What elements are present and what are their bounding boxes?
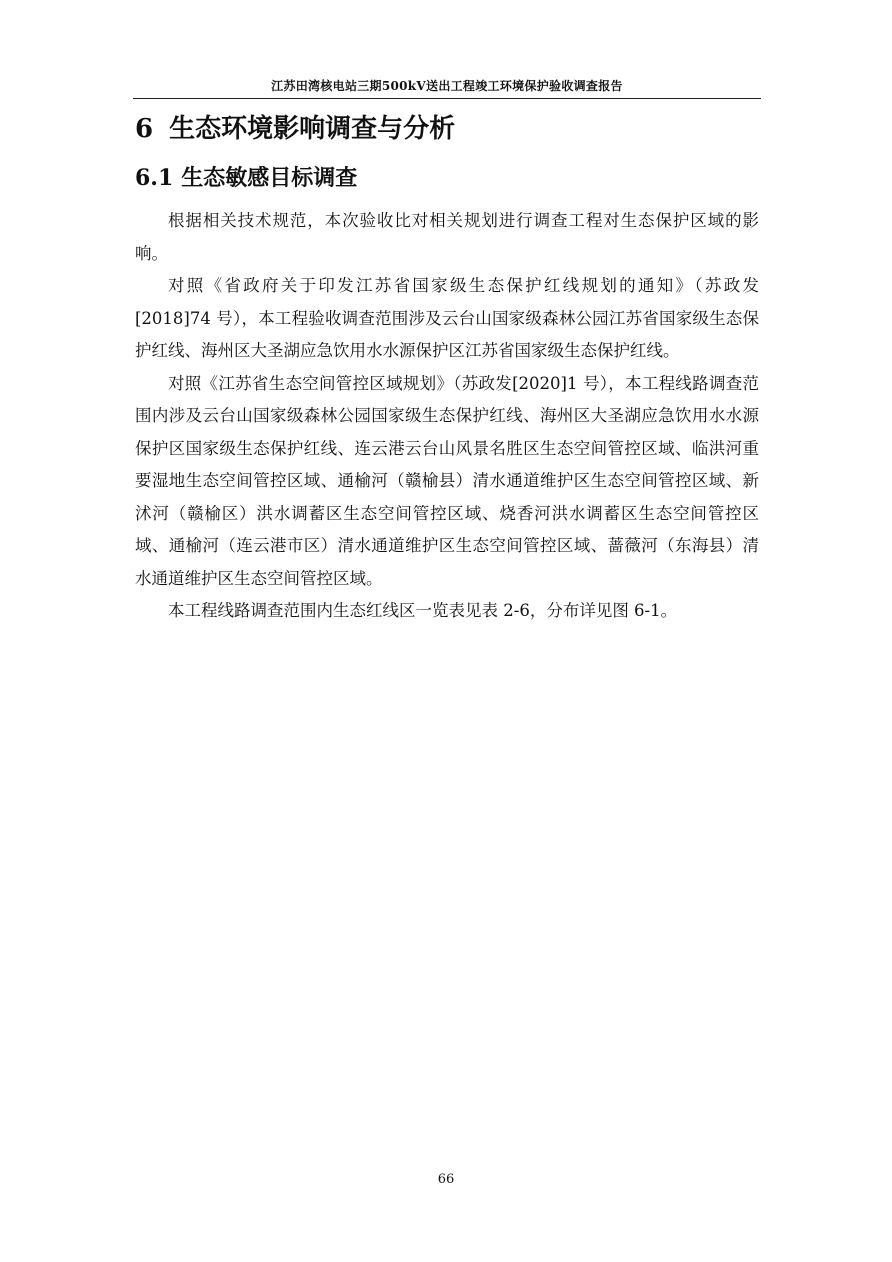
paragraph-national-redline: 对照《省政府关于印发江苏省国家级生态保护红线规划的通知》（苏政发[2018]74 号），本工程验收调查范围涉及云台山国家级森林公园江苏省国家级生态保护红线、海州区大圣湖应急饮用水水源保护区江苏省国家级生态保护红线。: [135, 276, 759, 360]
chapter-title-text: 生态环境影响调查与分析: [169, 114, 456, 144]
chapter-title: [135, 108, 455, 145]
paragraph-intro: 根据相关技术规范，本次验收比对相关规划进行调查工程对生态保护区域的影响。: [135, 211, 759, 263]
section-title-text: 生态敏感目标调查: [181, 165, 358, 191]
page-number: 66: [437, 1172, 455, 1187]
section-number: 6.1: [135, 165, 174, 191]
chapter-number: 6: [135, 114, 154, 144]
section-title: [135, 161, 357, 192]
header-divider: [133, 98, 761, 99]
paragraph-ecological-space: 对照《江苏省生态空间管控区域规划》（苏政发[2020]1 号），本工程线路调查范围内涉及云台山国家级森林公园国家级生态保护红线、海州区大圣湖应急饮用水水源保护区国家级生态保护红线、连云港云台山风景名胜区生态空间管控区域、临洪河重要湿地生态空间管控区域、通榆河（赣榆县）清水通道维护区生态空间管控区域、新沭河（赣榆区）洪水调蓄区生态空间管控区域、烧香河洪水调蓄区生态空间管控区域、通榆河（连云港市区）清水通道维护区生态空间管控区域、蔷薇河（东海县）清水通道维护区生态空间管控区域。: [135, 373, 759, 588]
paragraph-reference: 本工程线路调查范围内生态红线区一览表见表 2-6，分布详见图 6-1。: [168, 601, 678, 620]
running-header: 江苏田湾核电站三期500kV送出工程竣工环境保护验收调查报告: [271, 79, 623, 93]
body-text: [135, 205, 759, 628]
